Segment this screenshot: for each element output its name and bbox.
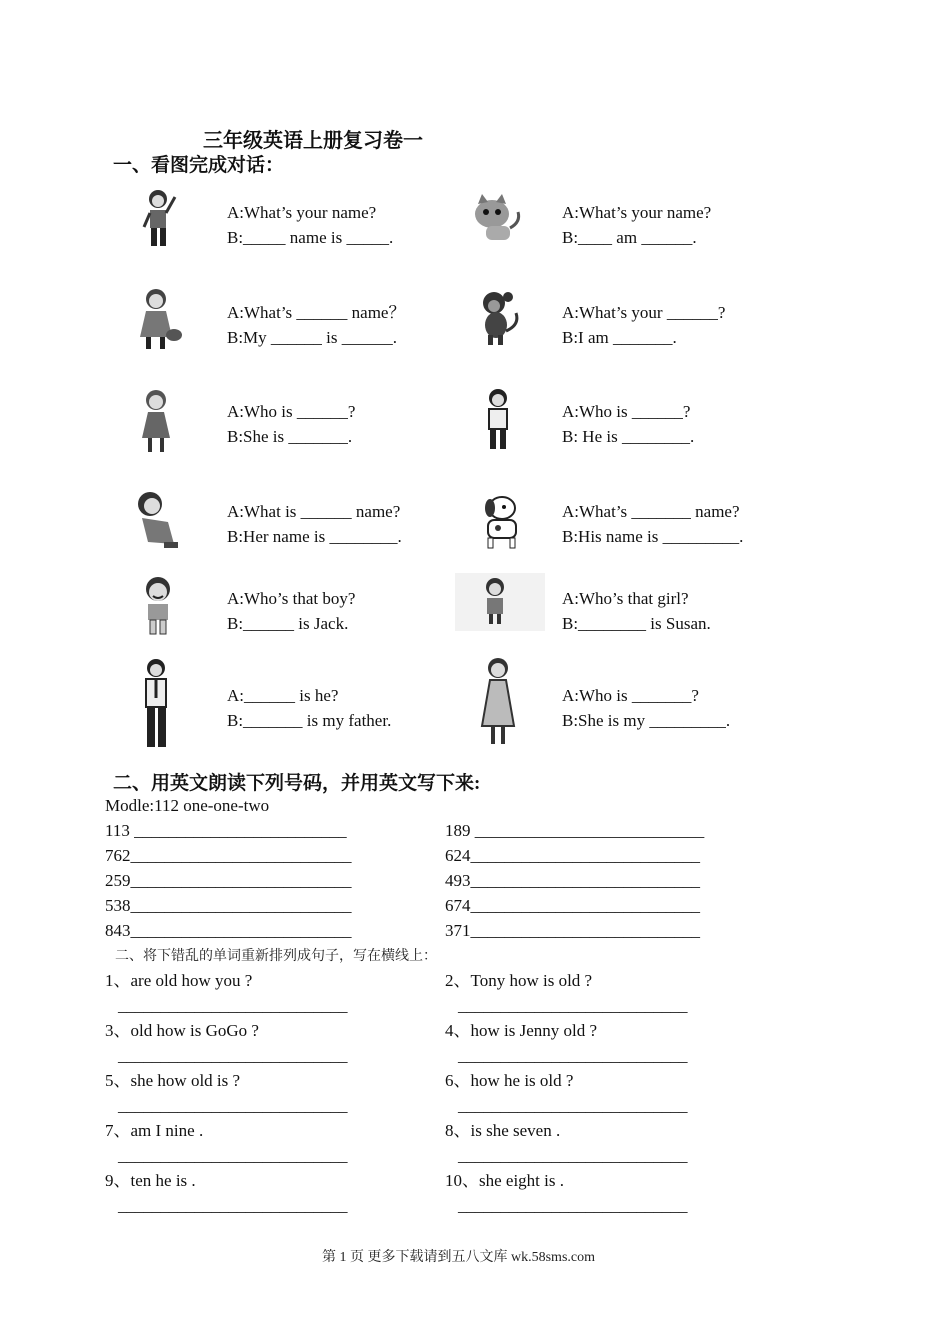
dialog-9-b: B:______ is Jack. [227, 614, 349, 633]
boy-waving-icon [128, 185, 190, 255]
dialog-7-b: B:Her name is ________. [227, 527, 402, 546]
dialog-5-b: B:She is _______. [227, 427, 353, 446]
number-right-3: 493___________________________ [445, 871, 700, 890]
dialog-8-a: A:What’s _______ name? [562, 502, 740, 521]
boy-smiling-icon [130, 573, 192, 643]
model-example: Modle:112 one-one-two [105, 796, 270, 815]
answer-line-10[interactable]: ___________________________ [458, 1196, 688, 1215]
father-icon [128, 656, 190, 754]
reorder-question-8: 8、is she seven . [445, 1121, 561, 1140]
dialog-4-a: A:What’s your ______? [562, 303, 726, 322]
section1-heading: 一、看图完成对话： [113, 155, 285, 176]
answer-line-1[interactable]: ___________________________ [118, 996, 348, 1015]
answer-line-4[interactable]: ___________________________ [458, 1046, 688, 1065]
answer-line-3[interactable]: ___________________________ [118, 1046, 348, 1065]
dialog-10-a: A:Who’s that girl? [562, 589, 689, 608]
monkey-icon [470, 285, 532, 355]
small-girl-icon [455, 573, 545, 643]
dialog-5-a: A:Who is ______? [227, 402, 356, 421]
answer-line-2[interactable]: ___________________________ [458, 996, 688, 1015]
answer-line-7[interactable]: ___________________________ [118, 1146, 348, 1165]
number-right-2: 624___________________________ [445, 846, 700, 865]
reorder-question-2: 2、Tony how is old ? [445, 971, 593, 990]
dialog-3-a: A:What’s ______ name？ [227, 303, 406, 322]
girl-in-dress-icon [128, 388, 190, 458]
section2-heading: 二、用英文朗读下列号码，并用英文写下来: [113, 773, 481, 794]
number-left-2: 762__________________________ [105, 846, 352, 865]
dialog-4-b: B:I am _______. [562, 328, 677, 347]
reorder-question-6: 6、how he is old ? [445, 1071, 574, 1090]
number-left-3: 259__________________________ [105, 871, 352, 890]
number-right-4: 674___________________________ [445, 896, 700, 915]
reorder-question-3: 3、old how is GoGo ? [105, 1021, 259, 1040]
dog-icon [470, 490, 532, 560]
number-left-1: 113 _________________________ [105, 821, 347, 840]
page-title: 三年级英语上册复习卷一 [203, 130, 423, 152]
dialog-6-b: B: He is ________. [562, 427, 695, 446]
dialog-1-a: A:What’s your name? [227, 203, 377, 222]
number-left-4: 538__________________________ [105, 896, 352, 915]
dialog-7-a: A:What is ______ name? [227, 502, 401, 521]
reorder-question-7: 7、am I nine . [105, 1121, 204, 1140]
dialog-9-a: A:Who’s that boy? [227, 589, 356, 608]
number-right-1: 189 ___________________________ [445, 821, 705, 840]
girl-sitting-icon [128, 486, 190, 556]
answer-line-6[interactable]: ___________________________ [458, 1096, 688, 1115]
number-right-5: 371___________________________ [445, 921, 700, 940]
dialog-2-b: B:____ am ______. [562, 228, 697, 247]
reorder-question-10: 10、she eight is . [445, 1171, 564, 1190]
answer-line-5[interactable]: ___________________________ [118, 1096, 348, 1115]
boy-standing-icon [470, 386, 532, 456]
dialog-1-b: B:_____ name is _____. [227, 228, 394, 247]
answer-line-8[interactable]: ___________________________ [458, 1146, 688, 1165]
dialog-8-b: B:His name is _________. [562, 527, 744, 546]
reorder-question-9: 9、ten he is . [105, 1171, 196, 1190]
reorder-question-5: 5、she how old is ? [105, 1071, 241, 1090]
dialog-3-b: B:My ______ is ______. [227, 328, 398, 347]
dialog-12-b: B:She is my _________. [562, 711, 731, 730]
reorder-question-4: 4、how is Jenny old ? [445, 1021, 598, 1040]
dialog-11-a: A:______ is he? [227, 686, 339, 705]
dialog-11-b: B:_______ is my father. [227, 711, 392, 730]
mother-icon [470, 656, 532, 750]
dialog-12-a: A:Who is _______? [562, 686, 699, 705]
section3-heading: 二、将下错乱的单词重新排列成句子，写在横线上： [115, 949, 437, 964]
number-left-5: 843__________________________ [105, 921, 352, 940]
page-footer: 第 1 页 更多下载请到五八文库 wk.58sms.com [322, 1250, 595, 1265]
cat-icon [466, 192, 528, 262]
dialog-2-a: A:What’s your name? [562, 203, 712, 222]
reorder-question-1: 1、are old how you ? [105, 971, 253, 990]
dialog-10-b: B:________ is Susan. [562, 614, 711, 633]
girl-with-basket-icon [128, 285, 190, 355]
dialog-6-a: A:Who is ______? [562, 402, 691, 421]
answer-line-9[interactable]: ___________________________ [118, 1196, 348, 1215]
